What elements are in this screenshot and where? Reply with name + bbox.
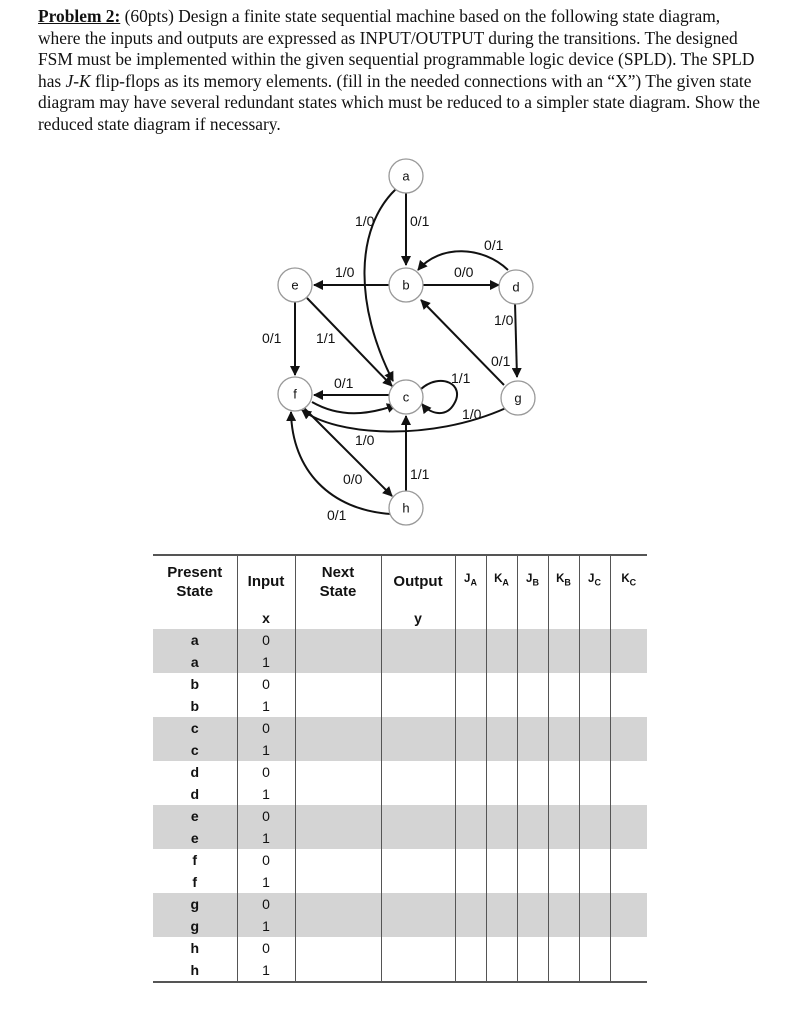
state-g <box>501 381 535 415</box>
table-cell-empty[interactable] <box>548 893 579 915</box>
table-cell-empty[interactable] <box>517 695 548 717</box>
table-cell-empty[interactable] <box>455 805 486 827</box>
table-cell-empty[interactable] <box>455 849 486 871</box>
table-cell-empty[interactable] <box>610 915 647 937</box>
table-cell-empty[interactable] <box>517 651 548 673</box>
table-cell-empty[interactable] <box>610 871 647 893</box>
table-cell-empty[interactable] <box>486 629 517 651</box>
table-cell-empty[interactable] <box>579 959 610 982</box>
table-row <box>153 739 647 761</box>
table-cell-empty[interactable] <box>455 695 486 717</box>
table-row <box>153 761 647 783</box>
state-table <box>153 554 647 983</box>
table-row <box>153 717 647 739</box>
table-cell-empty[interactable] <box>455 893 486 915</box>
table-cell: 1 <box>237 915 295 937</box>
table-cell-empty[interactable] <box>486 783 517 805</box>
table-cell-empty[interactable] <box>517 849 548 871</box>
table-cell-empty[interactable] <box>610 739 647 761</box>
label-d-g: 1/0 <box>494 312 514 328</box>
edge-h-f <box>291 412 391 514</box>
svg-text:e: e <box>291 277 299 293</box>
label-d-b: 0/1 <box>484 237 504 253</box>
table-cell: e <box>153 805 237 827</box>
table-cell: d <box>153 783 237 805</box>
table-cell: h <box>153 937 237 959</box>
table-cell-empty[interactable] <box>486 871 517 893</box>
table-row <box>153 651 647 673</box>
table-cell-empty[interactable] <box>548 717 579 739</box>
table-cell-empty[interactable] <box>579 607 610 629</box>
output-variable: y <box>381 607 455 629</box>
table-cell-empty[interactable] <box>610 959 647 982</box>
label-e-c: 1/1 <box>316 330 336 346</box>
table-cell: a <box>153 629 237 651</box>
svg-text:c: c <box>402 389 410 405</box>
label-b-d: 0/0 <box>454 264 474 280</box>
table-row <box>153 827 647 849</box>
svg-text:f: f <box>293 386 297 402</box>
table-cell-empty[interactable] <box>517 761 548 783</box>
col-jb: $J_B$ <box>517 555 548 607</box>
col-input: Input <box>237 555 295 607</box>
state-c <box>389 380 423 414</box>
table-cell-empty[interactable] <box>517 629 548 651</box>
table-cell: 1 <box>237 871 295 893</box>
table-cell: 0 <box>237 717 295 739</box>
label-b-e: 1/0 <box>335 264 355 280</box>
table-cell: 0 <box>237 673 295 695</box>
svg-text:a: a <box>402 168 410 184</box>
table-cell-empty[interactable] <box>579 783 610 805</box>
edge-d-g <box>515 303 517 377</box>
input-variable: x <box>237 607 295 629</box>
table-row <box>153 783 647 805</box>
table-cell-empty[interactable] <box>517 937 548 959</box>
table-cell-empty[interactable] <box>579 739 610 761</box>
label-c-f: 0/1 <box>334 375 354 391</box>
table-row <box>153 849 647 871</box>
table-cell-empty[interactable] <box>548 937 579 959</box>
table-cell-empty[interactable] <box>548 761 579 783</box>
table-cell-empty[interactable] <box>548 827 579 849</box>
col-ja: $J_A$ <box>455 555 486 607</box>
table-cell: a <box>153 651 237 673</box>
flipflop-type: J-K <box>65 70 91 91</box>
table-cell-empty[interactable] <box>517 673 548 695</box>
table-cell: f <box>153 849 237 871</box>
table-cell-empty[interactable] <box>517 871 548 893</box>
table-cell: g <box>153 915 237 937</box>
label-h-c: 1/1 <box>410 466 430 482</box>
label-h-f: 0/1 <box>327 507 347 523</box>
table-cell-empty[interactable] <box>579 871 610 893</box>
table-cell-empty[interactable] <box>517 915 548 937</box>
table-cell-empty[interactable] <box>486 695 517 717</box>
svg-text:b: b <box>402 277 410 293</box>
table-cell-empty[interactable] <box>548 783 579 805</box>
col-jc: $J_C$ <box>579 555 610 607</box>
problem-label: Problem 2: <box>38 6 121 26</box>
label-f-h: 0/0 <box>343 471 363 487</box>
svg-text:h: h <box>402 500 410 516</box>
table-cell-empty[interactable] <box>517 717 548 739</box>
table-cell: 1 <box>237 739 295 761</box>
table-cell-empty[interactable] <box>610 695 647 717</box>
table-cell-empty[interactable] <box>517 783 548 805</box>
table-cell-empty[interactable] <box>579 629 610 651</box>
table-cell-empty[interactable] <box>548 673 579 695</box>
table-cell: d <box>153 761 237 783</box>
table-cell-empty[interactable] <box>455 607 486 629</box>
table-cell: 1 <box>237 695 295 717</box>
table-cell-empty[interactable] <box>517 739 548 761</box>
table-cell-empty[interactable] <box>610 607 647 629</box>
table-cell-empty[interactable] <box>579 695 610 717</box>
table-cell-empty[interactable] <box>610 827 647 849</box>
table-cell-empty[interactable] <box>486 937 517 959</box>
table-cell-empty[interactable] <box>455 959 486 982</box>
table-cell-empty[interactable] <box>610 717 647 739</box>
table-cell: f <box>153 871 237 893</box>
table-cell-empty[interactable] <box>610 673 647 695</box>
table-cell: e <box>153 827 237 849</box>
table-row <box>153 673 647 695</box>
table-cell-empty[interactable] <box>579 805 610 827</box>
label-c-self: 1/1 <box>451 370 471 386</box>
table-row <box>153 915 647 937</box>
label-g-f: 1/0 <box>462 406 482 422</box>
col-kb: $K_B$ <box>548 555 579 607</box>
table-cell: g <box>153 893 237 915</box>
table-cell-empty[interactable] <box>486 607 517 629</box>
table-cell-empty[interactable] <box>486 717 517 739</box>
table-cell-empty[interactable] <box>486 893 517 915</box>
table-cell-empty[interactable] <box>610 629 647 651</box>
table-cell-empty[interactable] <box>486 827 517 849</box>
table-cell-empty[interactable] <box>455 717 486 739</box>
label-f-c: 1/0 <box>355 432 375 448</box>
table-cell: b <box>153 673 237 695</box>
table-cell-empty[interactable] <box>455 761 486 783</box>
table-cell-empty[interactable] <box>548 959 579 982</box>
table-cell-empty[interactable] <box>486 651 517 673</box>
table-cell-empty[interactable] <box>455 673 486 695</box>
table-row <box>153 937 647 959</box>
state-diagram <box>0 140 791 540</box>
table-cell: 0 <box>237 761 295 783</box>
table-cell: b <box>153 695 237 717</box>
table-cell-empty[interactable] <box>548 739 579 761</box>
state-b <box>389 268 423 302</box>
state-a <box>389 159 423 193</box>
table-cell-empty[interactable] <box>517 607 548 629</box>
table-cell-empty[interactable] <box>610 761 647 783</box>
table-cell-empty[interactable] <box>610 783 647 805</box>
col-kc: $K_C$ <box>610 555 647 607</box>
table-cell: c <box>153 739 237 761</box>
table-header-row <box>153 555 647 607</box>
table-cell-empty[interactable] <box>579 915 610 937</box>
table-row <box>153 629 647 651</box>
table-cell-empty[interactable] <box>455 629 486 651</box>
table-cell-empty[interactable] <box>610 651 647 673</box>
table-cell-empty[interactable] <box>610 849 647 871</box>
table-cell-empty[interactable] <box>579 717 610 739</box>
table-cell-empty[interactable] <box>455 783 486 805</box>
state-h <box>389 491 423 525</box>
label-g-b: 0/1 <box>491 353 511 369</box>
table-cell: 0 <box>237 629 295 651</box>
table-cell-empty[interactable] <box>579 673 610 695</box>
svg-text:g: g <box>514 390 522 406</box>
table-row <box>153 695 647 717</box>
table-cell-empty[interactable] <box>548 849 579 871</box>
col-next-state: Next State <box>295 555 381 607</box>
table-cell-empty[interactable] <box>486 739 517 761</box>
table-cell-empty[interactable] <box>548 695 579 717</box>
col-output: Output <box>381 555 455 607</box>
table-cell-empty[interactable] <box>486 849 517 871</box>
table-cell: 1 <box>237 783 295 805</box>
table-cell-empty[interactable] <box>455 739 486 761</box>
svg-text:d: d <box>512 279 520 295</box>
table-cell-empty[interactable] <box>517 893 548 915</box>
label-a-b: 0/1 <box>410 213 430 229</box>
table-cell-empty[interactable] <box>486 761 517 783</box>
table-cell-empty[interactable] <box>486 805 517 827</box>
table-cell: 0 <box>237 805 295 827</box>
col-present-state: Present State <box>153 555 237 607</box>
problem-body-part1: (60pts) Design a finite state sequential machine based on the following state diagram, where the inputs and outputs are expressed as INPUT/OUTPUT during the transitions. The designed FSM must be implemented within the given sequential programmable logic device (SPLD). The SPLD has <box>38 6 755 91</box>
table-cell-empty[interactable] <box>579 849 610 871</box>
table-row <box>153 959 647 982</box>
table-cell-empty[interactable] <box>455 827 486 849</box>
table-cell-empty[interactable] <box>517 959 548 982</box>
table-cell-empty[interactable] <box>455 915 486 937</box>
table-row <box>153 871 647 893</box>
problem-statement <box>38 6 760 135</box>
table-cell: c <box>153 717 237 739</box>
table-cell-empty[interactable] <box>579 651 610 673</box>
table-cell-empty[interactable] <box>486 915 517 937</box>
state-f <box>278 377 312 411</box>
table-cell-empty[interactable] <box>610 937 647 959</box>
table-cell-empty[interactable] <box>455 937 486 959</box>
table-row <box>153 805 647 827</box>
table-cell-empty[interactable] <box>579 761 610 783</box>
table-cell: h <box>153 959 237 982</box>
problem-body-part2: flip-flops as its memory elements. (fill in the needed connections with an “X”) The given state diagram may have several redundant states which must be reduced to a simpler state diagram. Show the reduced state diagram if necessary. <box>38 70 760 134</box>
table-cell-empty[interactable] <box>548 651 579 673</box>
table-cell: 1 <box>237 651 295 673</box>
table-cell-empty[interactable] <box>548 607 579 629</box>
table-subheader-row <box>153 607 647 629</box>
table-cell: 1 <box>237 827 295 849</box>
table-cell: 0 <box>237 893 295 915</box>
label-a-c: 1/0 <box>355 213 375 229</box>
table-cell-empty[interactable] <box>610 805 647 827</box>
table-cell-empty[interactable] <box>610 893 647 915</box>
table-cell: 1 <box>237 959 295 982</box>
table-cell-empty[interactable] <box>579 827 610 849</box>
table-cell-empty[interactable] <box>548 871 579 893</box>
table-cell: 0 <box>237 937 295 959</box>
table-cell-empty[interactable] <box>517 827 548 849</box>
table-cell-empty[interactable] <box>455 871 486 893</box>
table-cell-empty[interactable] <box>517 805 548 827</box>
edge-f-c <box>312 402 396 413</box>
table-cell-empty[interactable] <box>486 673 517 695</box>
state-e <box>278 268 312 302</box>
label-e-f: 0/1 <box>262 330 282 346</box>
table-cell: 0 <box>237 849 295 871</box>
table-row <box>153 893 647 915</box>
table-cell-empty[interactable] <box>548 629 579 651</box>
state-d <box>499 270 533 304</box>
table-cell-empty[interactable] <box>579 893 610 915</box>
table-cell-empty[interactable] <box>579 937 610 959</box>
table-cell-empty[interactable] <box>455 651 486 673</box>
table-cell-empty[interactable] <box>548 915 579 937</box>
table-cell-empty[interactable] <box>548 805 579 827</box>
col-ka: $K_A$ <box>486 555 517 607</box>
table-cell-empty[interactable] <box>486 959 517 982</box>
